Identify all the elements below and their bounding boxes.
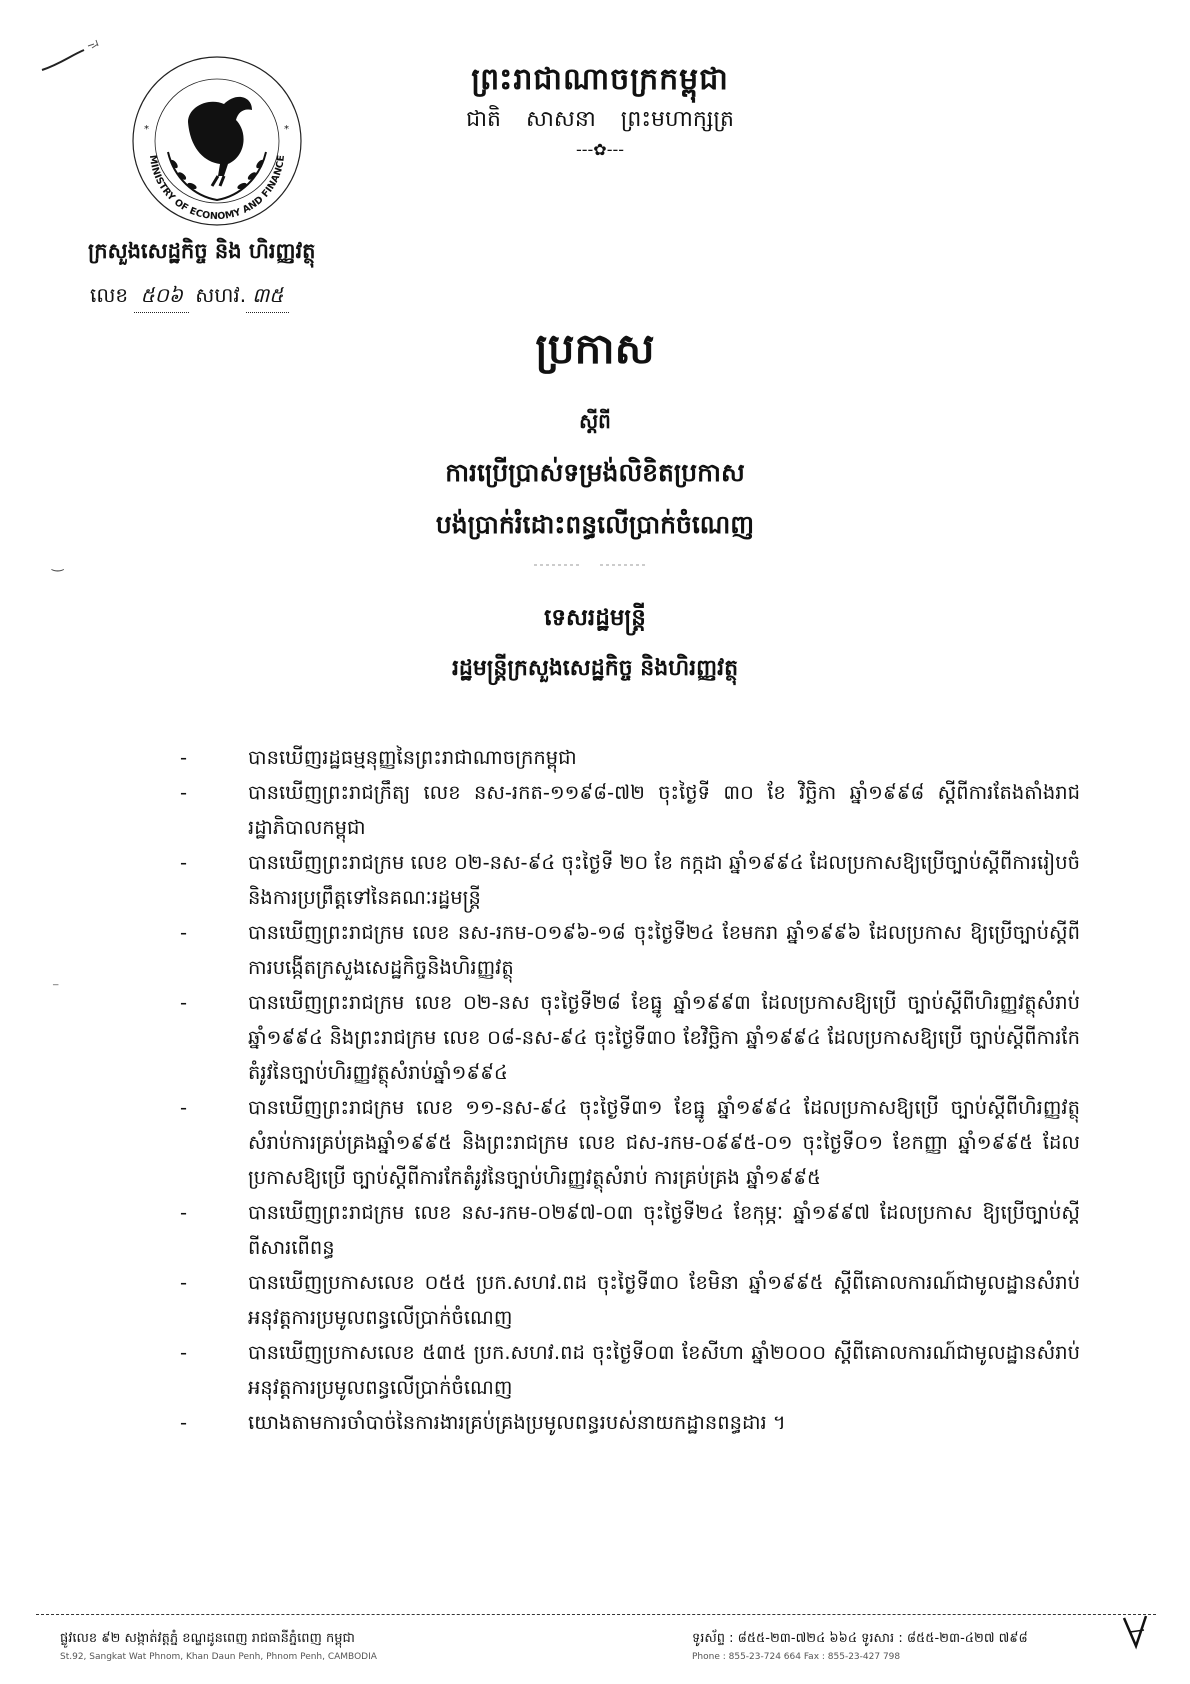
recital-text: បានឃើញព្រះរាជក្រម លេខ ១១-នស-៩៤ ចុះថ្ងៃទី៣១ ខែធ្នូ ឆ្នាំ១៩៩៤ ដែលប្រកាសឱ្យប្រើ ច្បាប់ស្តីពីហិរញ្ញវត្ថុសំរាប់ការគ្រប់គ្រងឆ្នាំ១៩៩៥ និងព្រះរាជក្រម លេខ ជស-រកម-០៩៩៥-០១ ចុះថ្ងៃទី០១ ខែកញ្ញា ឆ្នាំ១៩៩៥ ដែលប្រកាសឱ្យប្រើ ច្បាប់ស្តីពីការកែតំរូវនៃច្បាប់ហិរញ្ញវត្ថុសំរាប់ ការគ្រប់គ្រង ឆ្នាំ១៩៩៥ <box>248 1096 1080 1189</box>
list-dash: - <box>180 991 188 1014</box>
header-ornament: ---✿--- <box>575 140 625 159</box>
recital-text: បានឃើញព្រះរាជក្រម លេខ នស-រកម-០១៩៦-១៨ ចុះថ្ងៃទី២៤ ខែមករា ឆ្នាំ១៩៩៦ ដែលប្រកាស ឱ្យប្រើច្បាប់ស្តីពីការបង្កើតក្រសួងសេដ្ឋកិច្ចនិងហិរញ្ញវត្ថុ <box>248 921 1080 979</box>
national-motto: ជាតិ សាសនា ព្រះមហាក្សត្រ <box>466 107 734 132</box>
list-dash: - <box>180 781 188 804</box>
list-item <box>180 1265 1080 1335</box>
list-item <box>180 1195 1080 1265</box>
list-dash: - <box>180 1341 188 1364</box>
kingdom-title: ព្រះរាជាណាចក្រកម្ពុជា <box>471 62 729 97</box>
footer-address <box>60 1630 530 1666</box>
document-type-title: ប្រកាស <box>535 324 655 373</box>
recital-text: បានឃើញព្រះរាជក្រម លេខ ០២-នស-៩៤ ចុះថ្ងៃទី ២០ ខែ កក្កដា ឆ្នាំ១៩៩៤ ដែលប្រកាសឱ្យប្រើច្បាប់ស្តីពីការរៀបចំនិងការប្រព្រឹត្តទៅនៃគណៈរដ្ឋមន្ត្រី <box>248 851 1080 909</box>
ministry-seal-logo <box>128 52 306 230</box>
phone-latin: Phone : 855-23-724 664 Fax : 855-23-427 798 <box>692 1652 901 1662</box>
recital-text: បានឃើញប្រកាសលេខ ៥៣៥ ប្រក.សហវ.ពដ ចុះថ្ងៃទី០៣ ខែសីហា ឆ្នាំ២០០០ ស្តីពីគោលការណ៍ជាមូលដ្ឋានសំរាប់អនុវត្តការប្រមូលពន្ធលើប្រាក់ចំណេញ <box>248 1341 1080 1399</box>
list-item <box>180 740 1080 775</box>
ministry-name: ក្រសួងសេដ្ឋកិច្ច និង ហិរញ្ញវត្ថុ <box>88 239 316 263</box>
reference-number-line <box>90 282 410 313</box>
ref-number: ៥០៦ <box>134 282 188 313</box>
subject-line-2: បង់ប្រាក់រំដោះពន្ធលើប្រាក់ចំណេញ <box>435 510 755 539</box>
issuer-title: ទេសរដ្ឋមន្ត្រី <box>544 605 646 631</box>
recital-text: បានឃើញព្រះរាជក្រឹត្យ លេខ នស-រកត-១១៩៨-៧២ ចុះថ្ងៃទី ៣០ ខែ វិច្ឆិកា ឆ្នាំ១៩៩៨ ស្តីពីការតែងតាំងរាជរដ្ឋាភិបាលកម្ពុជា <box>248 781 1080 839</box>
svg-text:MINISTRY OF ECONOMY AND FINANC <box>147 154 287 222</box>
address-latin: St.92, Sangkat Wat Phnom, Khan Daun Penh, Phnom Penh, CAMBODIA <box>60 1652 377 1662</box>
issuer-subtitle: រដ្ឋមន្ត្រីក្រសួងសេដ្ឋកិច្ច និងហិរញ្ញវត្ថុ <box>451 656 739 681</box>
svg-text:*: * <box>284 124 289 135</box>
recitals-list <box>180 740 1080 1440</box>
seal-text: MINISTRY OF ECONOMY AND FINANCE <box>146 154 287 223</box>
list-dash: - <box>180 921 188 944</box>
recital-text: យោងតាមការចាំបាច់នៃការងារគ្រប់គ្រងប្រមូលពន្ធរបស់នាយកដ្ឋានពន្ធដារ ។ <box>248 1411 786 1434</box>
ref-prefix: លេខ <box>90 283 129 307</box>
list-item <box>180 775 1080 845</box>
recital-text: បានឃើញប្រកាសលេខ ០៥៥ ប្រក.សហវ.ពដ ចុះថ្ងៃទី៣០ ខែមិនា ឆ្នាំ១៩៩៥ ស្តីពីគោលការណ៍ជាមូលដ្ឋានសំរាប់អនុវត្តការប្រមូលពន្ធលើប្រាក់ចំណេញ <box>248 1271 1080 1329</box>
recital-text: បានឃើញព្រះរាជក្រម លេខ នស-រកម-០២៩៧-០៣ ចុះថ្ងៃទី២៤ ខែកុម្ភៈ ឆ្នាំ១៩៩៧ ដែលប្រកាស ឱ្យប្រើច្បាប់ស្តីពីសារពើពន្ធ <box>248 1201 1080 1259</box>
about-label: ស្តីពី <box>579 409 611 433</box>
ref-code: ៣៥ <box>246 282 289 313</box>
list-dash: - <box>180 1201 188 1224</box>
pen-stroke-mark <box>40 36 110 76</box>
svg-text:*: * <box>144 124 149 135</box>
list-dash: - <box>180 746 188 769</box>
address-khmer: ផ្លូវលេខ ៩២ សង្កាត់វត្តភ្នំ ខណ្ឌដូនពេញ រាជធានីភ្នំពេញ កម្ពុជា <box>60 1631 355 1646</box>
list-dash: - <box>180 1271 188 1294</box>
footer-divider <box>36 1614 1156 1615</box>
initial-mark <box>1120 1612 1150 1652</box>
list-item <box>180 915 1080 985</box>
kingdom-header <box>420 60 780 159</box>
list-dash: - <box>180 1096 188 1119</box>
ref-suffix: សហវ. <box>195 283 247 307</box>
list-item <box>180 1335 1080 1405</box>
list-item <box>180 1090 1080 1195</box>
list-item <box>180 1405 1080 1440</box>
list-item <box>180 985 1080 1090</box>
subject-line-1: ការប្រើប្រាស់ទម្រង់លិខិតប្រកាស <box>445 458 745 487</box>
margin-tick-mark: ⁻ <box>52 980 60 996</box>
title-divider <box>530 560 650 570</box>
footer-contact <box>692 1630 1112 1666</box>
margin-tick-mark: ‿ <box>52 556 64 572</box>
list-item <box>180 845 1080 915</box>
list-dash: - <box>180 1411 188 1434</box>
recital-text: បានឃើញព្រះរាជក្រម លេខ ០២-នស ចុះថ្ងៃទី២៨ ខែធ្នូ ឆ្នាំ១៩៩៣ ដែលប្រកាសឱ្យប្រើ ច្បាប់ស្តីពីហិរញ្ញវត្ថុសំរាប់ឆ្នាំ១៩៩៤ និងព្រះរាជក្រម លេខ ០៨-នស-៩៤ ចុះថ្ងៃទី៣០ ខែវិច្ឆិកា ឆ្នាំ១៩៩៤ ដែលប្រកាសឱ្យប្រើ ច្បាប់ស្តីពីការកែតំរូវនៃច្បាប់ហិរញ្ញវត្ថុសំរាប់ឆ្នាំ១៩៩៤ <box>248 991 1080 1084</box>
list-dash: - <box>180 851 188 874</box>
recital-text: បានឃើញរដ្ឋធម្មនុញ្ញនៃព្រះរាជាណាចក្រកម្ពុជា <box>248 746 577 769</box>
phone-khmer: ទូរស័ព្ទ : ៨៥៥-២៣-៧២៤ ៦៦៤ ទូរសារ : ៨៥៥-២៣-៤២៧ ៧៩៨ <box>692 1631 1028 1646</box>
